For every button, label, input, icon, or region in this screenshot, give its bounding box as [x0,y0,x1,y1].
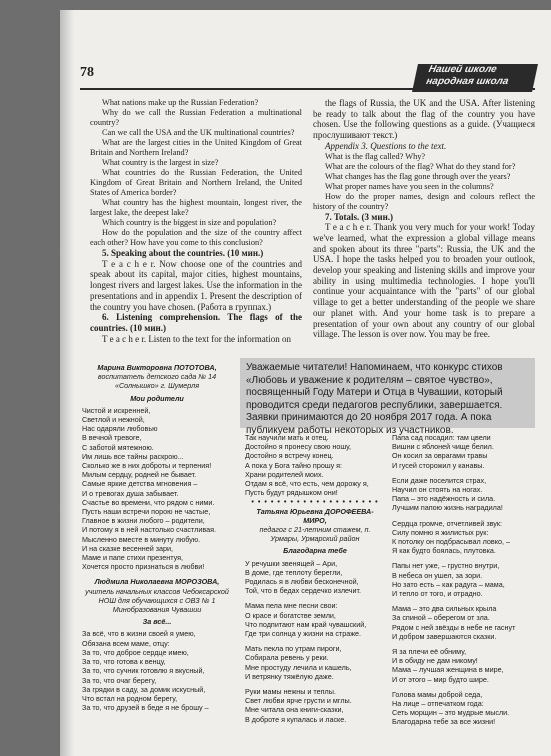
poem-line-3: Чистой и искренней, [82,405,151,415]
poem-column-2 [245,433,385,724]
poem-line-30: За то, что очаг берегу, [82,675,157,685]
poem-line-28: За то, что готова к венцу, [82,657,166,667]
poem-line-3: И гусей сторожил у канавы. [392,460,485,470]
page-number: 78 [80,65,94,80]
poem-line-27: Свет любви ярче грусти и мглы. [245,696,352,706]
poem-line-29: В доброте я купалась и ласке. [245,714,347,724]
right-paragraph-4: What changes has the flag gone through over the years? [325,171,511,181]
poem-line-6: В вечной тревоге, [82,433,142,443]
poem-line-18: И на сказке весенней зари, [82,543,174,553]
poem-column-1 [82,363,232,712]
poem-line-4: Храни родителей моих. [245,469,324,479]
poem-line-5: Нас одаряли любовью [82,424,158,434]
right-text-column [313,98,535,340]
poem-line-2: Достойно я встречу конец. [245,451,334,461]
poem-line-24: И ветрянку тяжёлую даже. [245,671,334,681]
poem-line-28: И от этого – мир будто шире. [392,674,489,684]
poem-line-13: Родилась я в любви бесконечной, [245,577,359,587]
poem-line-14: Той, что в бедах сердечко излечит. [245,586,362,596]
left-paragraph-4: What country is the largest in size? [102,158,219,167]
poem-line-16: И потому я в ней настолько счастливая. [82,525,216,535]
poem-line-19: Маме и папе стихи презентуя, [82,553,183,563]
poem-line-11: Силу помню я жилистых рук: [392,527,489,537]
poem-line-31: На лице – отпечатком года: [392,699,484,709]
poem-line-18: И тепло от того, и отрадно. [392,589,483,599]
header-rule [80,88,535,90]
poem-line-11: Самые яркие детства мгновения – [82,479,198,489]
poem-line-25: За всё, что в жизни своей я умею, [82,629,196,639]
poem-line-10: Благодарна тебе [283,546,347,556]
poem-line-1: воспитатель детского сада № 14 «Солнышко» г. Шумерля [97,372,217,391]
left-paragraph-9: 5. Speaking about the countries. (10 мин.) [102,248,264,258]
poem-line-1: Вишни с яблоней чище белил. [392,442,494,452]
poem-line-11: У речушки звенящей – Ари, [245,558,338,568]
left-paragraph-6: What country has the highest mountain, longest river, the largest lake, the deepest lake? [90,198,302,217]
poem-line-12: И о тревогах душа забывает. [82,488,179,498]
left-text-column [90,98,302,344]
poem-line-33: Благодарна тебе за все жизни! [392,717,496,727]
poem-line-15: Папы нет уже, – грустно внутри, [392,561,500,571]
right-paragraph-1: Appendix 3. Questions to the text. [325,140,447,151]
poem-line-14: Пусть наши встречи порою не частые, [82,507,211,517]
poem-line-25: Я за плечи её обниму, [392,647,467,657]
logo-line-2: народная школа [425,76,510,87]
left-paragraph-11: 6. Listening comprehension. The flags of the countries. (10 мин.) [90,312,302,333]
right-paragraph-6: How do the proper names, design and colours reflect the history of the country? [313,191,535,211]
right-paragraph-7: 7. Totals. (3 мин.) [325,211,394,222]
poem-line-23: учитель начальных классов Чебоксарской НОШ для обучающихся с ОВЗ № 1 Минобразования Чувашии [85,586,229,615]
left-paragraph-7: Which country is the biggest in size and population? [102,218,277,227]
poem-line-33: За то, что друзей в беде я не брошу – [82,703,209,713]
left-paragraph-10: T e a c h e r. Now choose one of the countries and speak about its capital, major cities, highest mountains, longest rivers and largest lakes. Use the information in the presentations and in appendix 1. Present the description of the country you have chosen. (Работа в группах.) [90,258,302,312]
left-paragraph-12: T e a c h e r. Listen to the text for the information on [102,333,292,344]
readers-notice: Уважаемые читатели! Напоминаем, что конкурс стихов «Любовь и уважение к родителям – святое чувство», посвященный Году Матери и Отца в Чувашии, который проводится среди педагогов республики, завершается. Заявки принимаются до 20 ноября 2017 года. А пока публикуем работы некоторых из участников. [240,358,535,428]
poem-line-7: С заботой мятежною. [82,442,154,452]
poem-line-20: Хочется просто признаться в любви! [82,562,205,572]
left-paragraph-0: What nations make up the Russian Federation? [102,98,259,107]
poem-line-13: Счастье во времени, что рядом с ними. [82,497,215,507]
poem-line-24: За всё... [142,617,172,627]
poem-line-2: Мои родители [130,393,184,403]
right-paragraph-8: T e a c h e r. Thank you very much for your work! Today we've learned, what the expression a global village means and spoken about its three "parts": Russia, the UK and the USA. I hope the tasks helped you to broaden your outlook, develop your speaking and listening skills and improve your ability in using multimedia technologies. I hope you'll continue your acquaintance with the "parts" of our global village to get a better understanding of the people we share our planet with. And your home task is to prepare a presentation of your own about any country of our global village. The lesson is over now. You may be free. [313,222,535,340]
poem-line-9: Сколько же в них доброты и терпения! [82,461,212,471]
poem-line-0: Папа сад посадил: там цвели [392,433,491,442]
right-paragraph-3: What are the colours of the flag? What do they stand for? [325,161,516,171]
poem-line-3: А пока у Бога тайно прошу я: [245,460,343,470]
poem-line-26: И в обиду не дам никому! [392,656,478,666]
poem-line-16: Мама пела мне песни свои: [245,601,338,611]
poem-line-19: Где три солнца у жизни на страже. [245,629,362,639]
poem-line-27: Мама – лучшая женщина в мире, [392,665,504,675]
magazine-page [60,10,551,756]
poem-line-29: За то, что сучник готовлю я вкусный, [82,666,205,676]
right-paragraph-5: What proper names have you seen in the columns? [325,181,494,191]
poem-line-6: Научил он стоять на ногах. [392,485,483,495]
left-paragraph-3: What are the largest cities in the United Kingdom of Great Britain and Northern Ireland? [90,138,302,157]
poem-line-22: Собирала ревень у реки. [245,653,329,663]
poem-line-22: Рядом с ней звёзды в небе не гаснут [392,622,516,632]
poem-line-32: Сеть морщин – это мудрые мысли. [392,708,510,718]
poem-column-3 [392,433,535,727]
poem-line-10: Милым сердцу, родней не бывает. [82,470,197,480]
page-gutter-shadow [60,10,74,756]
logo-line-1: Нашей школе [427,64,498,75]
poem-line-1: Достойно я пронесу свою ношу, [245,442,351,452]
poem-line-32: Что встал на родном берегу, [82,693,178,703]
poem-line-27: За то, что доброе сердце имею, [82,647,189,657]
poem-line-30: Голова мамы доброй седа, [392,689,483,699]
left-paragraph-5: What countries do the Russian Federation, the United Kingdom of Great Britain and Northern Ireland, the United States of America border? [90,168,302,197]
poem-line-17: Но зато есть – как радуга – мама, [392,579,505,589]
left-paragraph-8: How do the population and the size of the country affect each other? How have you come to this conclusion? [90,228,302,247]
poem-line-9: педагог с 21-летним стажем, п. Урмары, Урмарский район [259,525,371,544]
right-paragraph-2: What is the flag called? Why? [325,151,426,161]
poem-line-10: Сердца громче, отчетливей звук: [392,518,503,528]
poem-line-0: Марина Викторовна ПОТОТОВА, [97,363,217,372]
poem-line-15: Главное в жизни любого – родители, [82,516,205,526]
poem-line-8: Татьяна Юрьевна ДОРОФЕЕВА-МИРО, [256,506,374,525]
poem-line-23: Мне простуду лечила и кашель, [245,662,352,672]
poem-line-7: Папа – это надёжность и сила. [392,494,496,504]
poem-line-26: Обязана всем маме, отцу: [82,638,170,648]
poem-line-5: Если даже поселится страх, [392,475,487,485]
poem-line-23: И добром завершаются сказки. [392,631,497,641]
poem-line-4: Светлой и нежной, [82,415,145,425]
poem-line-17: О красе и богатстве земли, [245,610,336,620]
poem-line-31: За грядки в саду, за домик искусный, [82,684,206,694]
poem-line-0: Так научили мать и отец. [245,433,329,442]
poem-line-6: Пусть будут рядышком они! [245,488,338,498]
right-paragraph-0: the flags of Russia, the UK and the USA. After listening be ready to talk about the flag of the country you have chosen. Use the following questions as a guide. (Учащиеся прослушивают текст.) [313,98,535,141]
poem-line-12: В доме, где теплоту берегли, [245,567,343,577]
poem-line-5: Отдам я всё, что есть, чем дорожу я, [245,479,369,489]
poem-line-16: В небеса он ушел, за зори. [392,570,483,580]
left-paragraph-2: Can we call the USA and the UK multinational countries? [102,128,295,137]
poem-line-21: Мать пекла по утрам пироги, [245,644,342,654]
poem-line-17: Мысленно вместе в минуту любую. [82,534,201,544]
poem-line-12: К потолку он подбрасывал ловко, – [392,537,510,547]
poem-line-22: Людмила Николаевна МОРОЗОВА, [94,577,220,587]
poem-line-7: • • • • • • • • • • • • • • • • • • • • [251,497,379,507]
poem-line-20: Мама – это два сильных крыла [392,604,497,614]
left-paragraph-1: Why do we call the Russian Federation a multinational country? [90,108,302,127]
poem-line-8: Им лишь все тайны раскрою... [82,451,184,461]
poem-line-28: Мне читала она книги-сказки, [245,705,344,715]
poem-line-13: Я как будто боялась, плутовка. [392,546,496,556]
poem-line-18: Что подпитают нам край чувашский, [245,619,367,629]
poem-line-26: Руки мамы нежны и теплы. [245,687,336,697]
poem-line-21: За спиной – оберегом от зла. [392,613,490,623]
poem-line-2: Он косил за оврагами травы [392,451,488,461]
poem-line-8: Лучшим папою жизнь наградила! [392,503,503,513]
